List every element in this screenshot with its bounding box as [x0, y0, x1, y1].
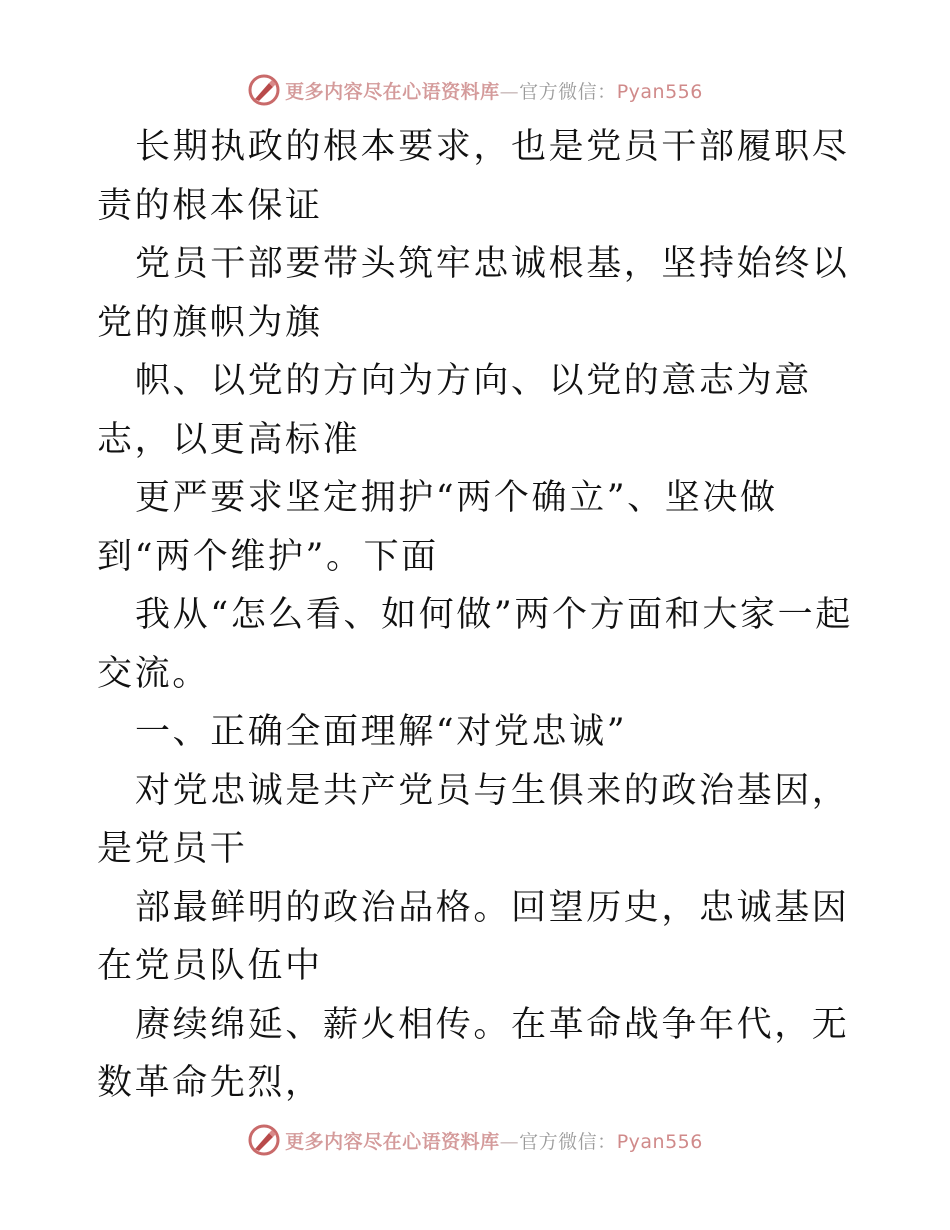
paragraph: 我从“怎么看、如何做”两个方面和大家一起交流。 — [97, 595, 853, 694]
paragraph: 部最鲜明的政治品格。回望历史，忠诚基因在党员队伍中 — [97, 887, 850, 986]
watermark-id: Pyan556 — [616, 1130, 703, 1153]
paragraph: 对党忠诚是共产党员与生俱来的政治基因，是党员干 — [97, 770, 850, 869]
watermark-dash: — — [499, 1130, 520, 1153]
watermark-label: 官方微信： — [519, 80, 617, 103]
pen-logo-icon — [247, 73, 281, 107]
footer-watermark — [0, 1120, 950, 1160]
document-body — [97, 118, 857, 1113]
watermark-id: Pyan556 — [616, 80, 703, 103]
paragraph: 长期执政的根本要求，也是党员干部履职尽责的根本保证 — [97, 127, 850, 226]
paragraph: 更严要求坚定拥护“两个确立”、坚决做到“两个维护”。下面 — [97, 478, 778, 577]
pen-logo-icon — [247, 1123, 281, 1157]
paragraph: 党员干部要带头筑牢忠诚根基，坚持始终以党的旗帜为旗 — [97, 244, 850, 343]
watermark-dash: — — [499, 80, 520, 103]
watermark-brand: 更多内容尽在心语资料库 — [285, 80, 500, 103]
header-watermark — [0, 70, 950, 110]
paragraph: 帜、以党的方向为方向、以党的意志为意志，以更高标准 — [97, 361, 812, 460]
watermark-label: 官方微信： — [519, 1130, 617, 1153]
watermark-brand: 更多内容尽在心语资料库 — [285, 1130, 500, 1153]
paragraph: 赓续绵延、薪火相传。在革命战争年代，无数革命先烈， — [97, 1004, 850, 1103]
section-heading: 一、正确全面理解“对党忠诚” — [135, 712, 628, 752]
